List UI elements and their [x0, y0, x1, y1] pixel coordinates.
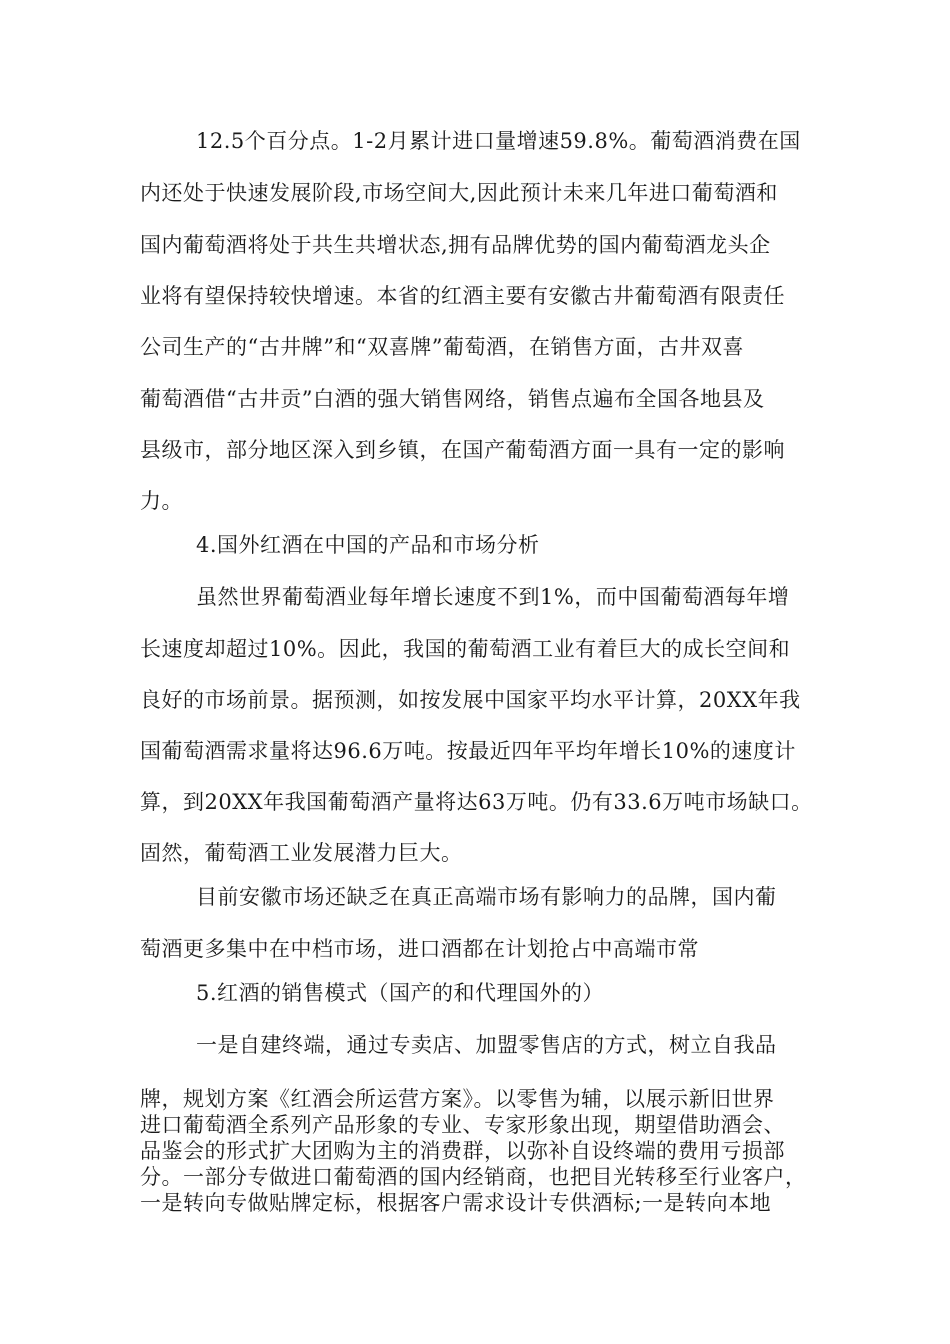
- text-line: 萄酒更多集中在中档市场，进口酒都在计划抢占中高端市常: [140, 937, 699, 961]
- section-heading: 4.国外红酒在中国的产品和市场分析: [196, 533, 540, 557]
- text-line: 分。一部分专做进口葡萄酒的国内经销商，也把目光转移至行业客户，: [140, 1165, 807, 1189]
- text-line: 一是转向专做贴牌定标，根据客户需求设计专供酒标;一是转向本地: [140, 1191, 772, 1215]
- text-line: 长速度却超过10%。因此，我国的葡萄酒工业有着巨大的成长空间和: [140, 637, 791, 661]
- text-line: 目前安徽市场还缺乏在真正高端市场有影响力的品牌，国内葡: [196, 885, 777, 909]
- text-line: 国内葡萄酒将处于共生共增状态,拥有品牌优势的国内葡萄酒龙头企: [140, 233, 771, 257]
- text-line: 一是自建终端，通过专卖店、加盟零售店的方式，树立自我品: [196, 1033, 777, 1057]
- text-line: 内还处于快速发展阶段,市场空间大,因此预计未来几年进口葡萄酒和: [140, 181, 778, 205]
- text-line: 葡萄酒借“古井贡”白酒的强大销售网络，销售点遍布全国各地县及: [140, 387, 765, 411]
- text-line: 国葡萄酒需求量将达96.6万吨。按最近四年平均年增长10%的速度计: [140, 739, 796, 763]
- text-line: 品鉴会的形式扩大团购为主的消费群，以弥补自设终端的费用亏损部: [140, 1139, 785, 1163]
- text-line: 县级市，部分地区深入到乡镇，在国产葡萄酒方面一具有一定的影响: [140, 438, 785, 462]
- text-line: 固然，葡萄酒工业发展潜力巨大。: [140, 841, 463, 865]
- text-line: 牌，规划方案《红酒会所运营方案》。以零售为辅，以展示新旧世界: [140, 1087, 775, 1111]
- text-line: 业将有望保持较快增速。本省的红酒主要有安徽古井葡萄酒有限责任: [140, 284, 785, 308]
- text-line: 力。: [140, 489, 183, 513]
- section-heading: 5.红酒的销售模式（国产的和代理国外的）: [196, 981, 605, 1005]
- text-line: 虽然世界葡萄酒业每年增长速度不到1%，而中国葡萄酒每年增: [196, 585, 790, 609]
- text-line: 12.5个百分点。1-2月累计进口量增速59.8%。葡萄酒消费在国: [196, 129, 801, 153]
- text-line: 公司生产的“古井牌”和“双喜牌”葡萄酒，在销售方面，古井双喜: [140, 335, 744, 359]
- text-line: 算，到20XX年我国葡萄酒产量将达63万吨。仍有33.6万吨市场缺口。: [140, 790, 813, 814]
- text-line: 进口葡萄酒全系列产品形象的专业、专家形象出现，期望借助酒会、: [140, 1113, 785, 1137]
- text-line: 良好的市场前景。据预测，如按发展中国家平均水平计算，20XX年我: [140, 688, 801, 712]
